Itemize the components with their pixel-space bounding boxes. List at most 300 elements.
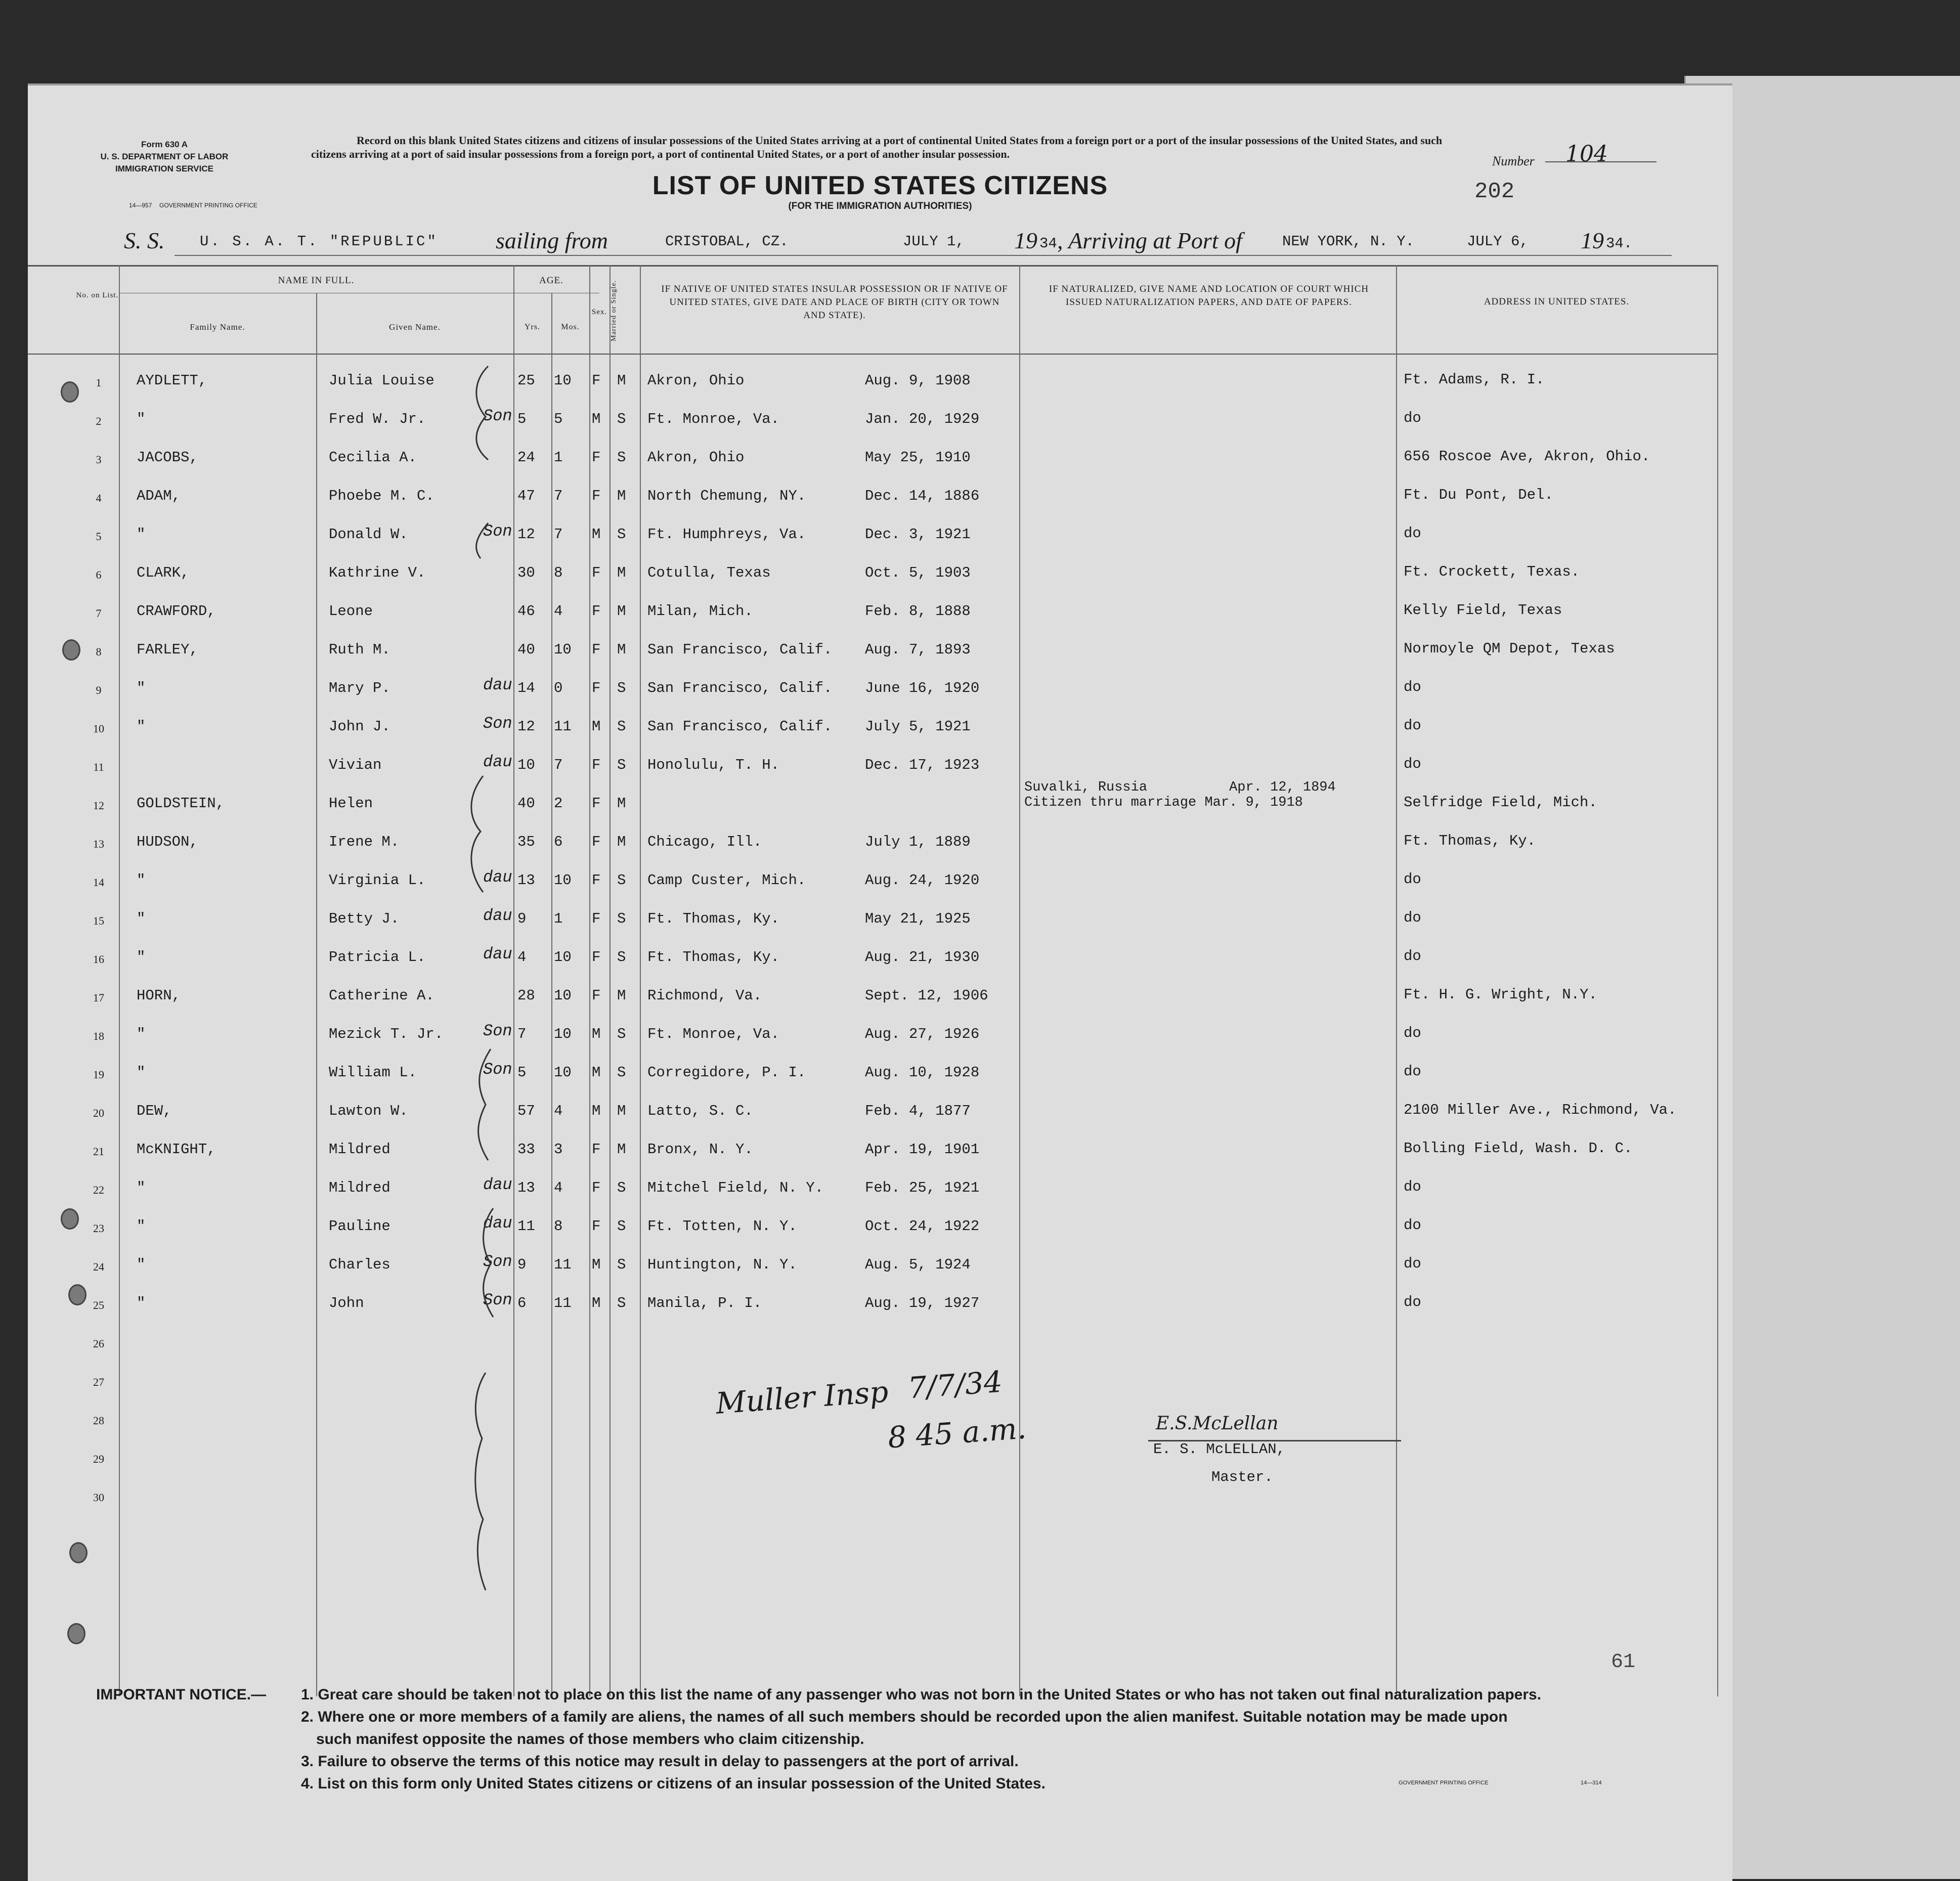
row-number: 26: [93, 1337, 104, 1350]
birth-place: Akron, Ohio: [647, 372, 745, 389]
notice-item-1: 1. Great care should be taken not to place on this list the name of any passenger who was not born in the United States or who has not taken out final naturalization papers.: [301, 1686, 1542, 1703]
birth-date: Aug. 5, 1924: [865, 1256, 971, 1273]
master-signature: E.S.McLellan: [1156, 1413, 1279, 1434]
given-name: John J.: [329, 718, 390, 735]
address: Ft. Adams, R. I.: [1404, 371, 1545, 388]
given-name: Mildred: [329, 1179, 390, 1196]
row-number: 16: [93, 953, 104, 966]
marital-status: S: [617, 1256, 626, 1273]
birth-place: Ft. Totten, N. Y.: [647, 1218, 797, 1235]
inspection-date: 7/7/34: [906, 1364, 1004, 1406]
sail-year-prefix: 19: [1014, 228, 1037, 253]
arrival-date: JULY 6,: [1467, 233, 1529, 250]
notice-item-4: 4. List on this form only United States citizens or citizens of an insular possession of the United States.: [301, 1775, 1046, 1792]
address: Selfridge Field, Mich.: [1404, 794, 1597, 811]
master-name: E. S. McLELLAN,: [1153, 1441, 1286, 1458]
age-months: 10: [554, 1026, 572, 1042]
marital-status: S: [617, 1026, 626, 1042]
marital-status: S: [617, 1295, 626, 1311]
bracket-mark: [478, 1049, 491, 1160]
birth-date: Aug. 10, 1928: [865, 1064, 980, 1081]
sex: M: [592, 411, 601, 427]
birth-date: Oct. 5, 1903: [865, 564, 971, 581]
relationship-note: dau: [483, 1175, 512, 1194]
sex: F: [592, 795, 601, 812]
birth-place: Camp Custer, Mich.: [647, 872, 806, 889]
col-header-mos: Mos.: [561, 323, 580, 331]
age-months: 8: [554, 1218, 563, 1235]
family-name: ": [137, 949, 146, 966]
age-years: 46: [517, 603, 535, 620]
age-months: 4: [554, 1179, 563, 1196]
service: IMMIGRATION SERVICE: [115, 164, 213, 173]
birth-date: Apr. 19, 1901: [865, 1141, 980, 1158]
address: do: [1404, 909, 1421, 926]
row-number: 12: [93, 799, 104, 812]
family-name: ": [137, 526, 146, 543]
age-years: 10: [517, 757, 535, 773]
birth-date: Dec. 3, 1921: [865, 526, 971, 543]
age-months: 3: [554, 1141, 563, 1158]
age-years: 5: [517, 1064, 527, 1081]
manifest-sheet: [28, 83, 1732, 1881]
bracket-mark: [471, 776, 483, 892]
given-name: Charles: [329, 1256, 390, 1273]
voyage-line: [28, 227, 1732, 263]
age-years: 13: [517, 1179, 535, 1196]
row-number: 13: [93, 838, 104, 850]
sex: F: [592, 1179, 601, 1196]
age-years: 30: [517, 564, 535, 581]
birth-date: Dec. 14, 1886: [865, 488, 980, 504]
row-number: 20: [93, 1107, 104, 1119]
punch-hole: [69, 1542, 88, 1563]
birth-place: Latto, S. C.: [647, 1103, 753, 1119]
page-subtitle: (FOR THE IMMIGRATION AUTHORITIES): [788, 201, 972, 211]
sex: F: [592, 987, 601, 1004]
given-name: William L.: [329, 1064, 417, 1081]
col-header-given: Given Name.: [389, 322, 441, 332]
family-name: ": [137, 1218, 146, 1235]
marital-status: M: [617, 641, 626, 658]
birth-place: Ft. Humphreys, Va.: [647, 526, 806, 543]
relationship-note: Son: [483, 407, 512, 425]
sex: F: [592, 757, 601, 773]
marital-status: S: [617, 949, 626, 966]
stamp-number: 202: [1474, 179, 1515, 204]
birth-place: Ft. Monroe, Va.: [647, 1026, 780, 1042]
birth-date: Feb. 25, 1921: [865, 1179, 980, 1196]
age-months: 4: [554, 603, 563, 620]
relationship-note: Son: [483, 1291, 512, 1309]
age-months: 1: [554, 449, 563, 466]
marital-status: S: [617, 526, 626, 543]
address: do: [1404, 1025, 1421, 1041]
family-name: ": [137, 1064, 146, 1081]
sail-year: 34: [1039, 235, 1057, 252]
relationship-note: Son: [483, 522, 512, 541]
bracket-mark: [476, 366, 488, 460]
form-number: Form 630 A: [141, 140, 188, 149]
row-number: 17: [93, 991, 104, 1004]
age-months: 6: [554, 834, 563, 850]
inspection-time: 8 45 a.m.: [886, 1411, 1028, 1455]
family-name: ": [137, 1256, 146, 1273]
relationship-note: Son: [483, 1022, 512, 1040]
marital-status: M: [617, 834, 626, 850]
row-number: 30: [93, 1491, 104, 1504]
row-number: 24: [93, 1260, 104, 1273]
sex: F: [592, 564, 601, 581]
relationship-note: dau: [483, 868, 512, 887]
age-years: 6: [517, 1295, 527, 1311]
sex: M: [592, 1103, 601, 1119]
age-years: 25: [517, 372, 535, 389]
age-months: 4: [554, 1103, 563, 1119]
punch-hole: [62, 639, 80, 661]
notice-item-3: 3. Failure to observe the terms of this notice may result in delay to passengers at the port of arrival.: [301, 1753, 1019, 1770]
given-name: Ruth M.: [329, 641, 390, 658]
col-header-married: Married or Single.: [610, 280, 618, 341]
address: do: [1404, 1294, 1421, 1310]
address: Ft. Crockett, Texas.: [1404, 563, 1580, 580]
birth-date: Jan. 20, 1929: [865, 411, 980, 427]
sex: F: [592, 949, 601, 966]
birth-place: Huntington, N. Y.: [647, 1256, 797, 1273]
given-name: Irene M.: [329, 834, 400, 850]
age-months: 2: [554, 795, 563, 812]
marital-status: S: [617, 1218, 626, 1235]
sex: F: [592, 680, 601, 696]
punch-hole: [61, 1208, 79, 1230]
family-name: ": [137, 680, 146, 696]
age-years: 33: [517, 1141, 535, 1158]
address: do: [1404, 717, 1421, 734]
family-name: ": [137, 411, 146, 427]
age-years: 35: [517, 834, 535, 850]
address: Ft. Du Pont, Del.: [1404, 487, 1553, 503]
notice-label: IMPORTANT NOTICE.—: [96, 1686, 267, 1703]
given-name: Donald W.: [329, 526, 408, 543]
birth-place: San Francisco, Calif.: [647, 718, 833, 735]
age-months: 7: [554, 757, 563, 773]
given-name: Helen: [329, 795, 373, 812]
sex: F: [592, 910, 601, 927]
address: 2100 Miller Ave., Richmond, Va.: [1404, 1102, 1677, 1118]
marital-status: S: [617, 872, 626, 889]
sex: F: [592, 834, 601, 850]
marital-status: M: [617, 564, 626, 581]
ss-label: S. S.: [124, 228, 165, 253]
age-months: 10: [554, 987, 572, 1004]
address: do: [1404, 525, 1421, 542]
notice-item-2-cont: such manifest opposite the names of those members who claim citizenship.: [316, 1731, 864, 1747]
age-months: 7: [554, 488, 563, 504]
family-name: CLARK,: [137, 564, 190, 581]
col-header-birth: IF NATIVE OF UNITED STATES INSULAR POSSESSION OR IF NATIVE OF UNITED STATES, GIVE DATE AND PLACE OF BIRTH (CITY OR TOWN AND STATE).: [661, 284, 1008, 321]
age-months: 5: [554, 411, 563, 427]
address: do: [1404, 948, 1421, 965]
master-title: Master.: [1211, 1469, 1273, 1485]
col-header-yrs: Yrs.: [524, 323, 541, 331]
notice-item-2: 2. Where one or more members of a family are aliens, the names of all such members should be recorded upon the alien manifest. Suitable notation may be made upon: [301, 1709, 1508, 1725]
given-name: Patricia L.: [329, 949, 426, 966]
birth-date: Feb. 4, 1877: [865, 1103, 971, 1119]
family-name: JACOBS,: [137, 449, 198, 466]
relationship-note: dau: [483, 676, 512, 694]
given-name: Cecilia A.: [329, 449, 417, 466]
age-months: 11: [554, 1295, 572, 1311]
age-years: 9: [517, 1256, 527, 1273]
address: do: [1404, 1217, 1421, 1234]
sex: M: [592, 526, 601, 543]
birth-date: Aug. 27, 1926: [865, 1026, 980, 1042]
age-years: 28: [517, 987, 535, 1004]
manifest-table: [28, 265, 1717, 1696]
family-name: ": [137, 1179, 146, 1196]
age-years: 7: [517, 1026, 527, 1042]
row-number: 28: [93, 1414, 104, 1427]
row-number: 1: [96, 376, 102, 389]
col-header-naturalized: IF NATURALIZED, GIVE NAME AND LOCATION OF COURT WHICH ISSUED NATURALIZATION PAPERS, AND DATE OF PAPERS.: [1049, 284, 1369, 308]
given-name: Pauline: [329, 1218, 390, 1235]
family-name: ": [137, 718, 146, 735]
family-name: GOLDSTEIN,: [137, 795, 225, 812]
relationship-note: dau: [483, 1214, 512, 1233]
address: do: [1404, 756, 1421, 772]
relationship-note: dau: [483, 906, 512, 925]
age-years: 24: [517, 449, 535, 466]
sex: F: [592, 372, 601, 389]
annotation-marks: [28, 265, 1717, 1696]
family-name: HORN,: [137, 987, 181, 1004]
birth-place: Honolulu, T. H.: [647, 757, 780, 773]
col-header-family: Family Name.: [190, 322, 245, 332]
age-months: 1: [554, 910, 563, 927]
age-months: 11: [554, 718, 572, 735]
sex: F: [592, 872, 601, 889]
birth-date: May 21, 1925: [865, 910, 971, 927]
sex: F: [592, 449, 601, 466]
given-name: Fred W. Jr.: [329, 411, 426, 427]
birth-date: Aug. 7, 1893: [865, 641, 971, 658]
address: do: [1404, 1063, 1421, 1080]
row-number: 7: [96, 607, 102, 620]
sex: M: [592, 1064, 601, 1081]
sex: F: [592, 603, 601, 620]
given-name: Phoebe M. C.: [329, 488, 434, 504]
sail-date: JULY 1,: [903, 233, 965, 250]
voyage-underline: [175, 255, 1672, 256]
page-title: LIST OF UNITED STATES CITIZENS: [652, 171, 1108, 200]
bracket-mark: [484, 1208, 493, 1317]
birth-place: Ft. Thomas, Ky.: [647, 910, 780, 927]
family-name: ": [137, 1295, 146, 1311]
address: Ft. Thomas, Ky.: [1404, 833, 1536, 849]
row-number: 9: [96, 684, 102, 696]
birth-date: Sept. 12, 1906: [865, 987, 988, 1004]
birth-place: San Francisco, Calif.: [647, 680, 833, 696]
age-years: 57: [517, 1103, 535, 1119]
family-name: ": [137, 910, 146, 927]
marital-status: S: [617, 449, 626, 466]
birth-date: Dec. 17, 1923: [865, 757, 980, 773]
punch-hole: [68, 1284, 86, 1305]
marital-status: S: [617, 910, 626, 927]
age-years: 12: [517, 526, 535, 543]
sex: M: [592, 1026, 601, 1042]
gpo-small: GOVERNMENT PRINTING OFFICE: [159, 202, 257, 209]
row-number: 6: [96, 568, 102, 581]
marital-status: S: [617, 1179, 626, 1196]
age-years: 12: [517, 718, 535, 735]
naturalization: Suvalki, Russia Apr. 12, 1894 Citizen thru marriage Mar. 9, 1918: [1024, 780, 1336, 810]
number-label: Number: [1492, 154, 1535, 168]
birth-place: Ft. Thomas, Ky.: [647, 949, 780, 966]
family-name: AYDLETT,: [137, 372, 207, 389]
department: U. S. DEPARTMENT OF LABOR: [100, 152, 229, 161]
given-name: John: [329, 1295, 364, 1311]
given-name: Julia Louise: [329, 372, 434, 389]
age-months: 8: [554, 564, 563, 581]
given-name: Vivian: [329, 757, 382, 773]
marital-status: M: [617, 1103, 626, 1119]
age-years: 14: [517, 680, 535, 696]
col-divider: [1717, 265, 1718, 1696]
marital-status: M: [617, 372, 626, 389]
birth-place: Milan, Mich.: [647, 603, 753, 620]
birth-date: Feb. 8, 1888: [865, 603, 971, 620]
marital-status: S: [617, 718, 626, 735]
address: do: [1404, 410, 1421, 426]
family-name: McKNIGHT,: [137, 1141, 216, 1158]
family-name: DEW,: [137, 1103, 172, 1119]
form-id-block: [89, 139, 240, 175]
family-name: ": [137, 872, 146, 889]
marital-status: S: [617, 411, 626, 427]
col-header-age: AGE.: [539, 275, 563, 286]
number-value: 104: [1565, 141, 1608, 167]
given-name: Mildred: [329, 1141, 390, 1158]
row-number: 11: [93, 761, 104, 773]
arriving-label: , Arriving at Port of: [1057, 228, 1242, 253]
ship-name: U. S. A. T. "REPUBLIC": [200, 233, 438, 250]
age-years: 4: [517, 949, 527, 966]
given-name: Leone: [329, 603, 373, 620]
row-number: 2: [96, 415, 102, 427]
age-years: 9: [517, 910, 527, 927]
age-months: 7: [554, 526, 563, 543]
from-port: CRISTOBAL, CZ.: [665, 233, 789, 250]
birth-place: Mitchel Field, N. Y.: [647, 1179, 824, 1196]
birth-date: May 25, 1910: [865, 449, 971, 466]
marital-status: M: [617, 795, 626, 812]
birth-place: San Francisco, Calif.: [647, 641, 833, 658]
arrival-year-prefix: 19: [1581, 228, 1604, 253]
punch-hole: [67, 1623, 85, 1644]
col-header-sex: Sex.: [591, 308, 607, 316]
arrival-year: 34.: [1606, 235, 1633, 252]
address: Normoyle QM Depot, Texas: [1404, 640, 1615, 657]
row-number: 21: [93, 1145, 104, 1158]
row-number: 25: [93, 1299, 104, 1311]
marital-status: M: [617, 987, 626, 1004]
row-number: 14: [93, 876, 104, 889]
marital-status: M: [617, 603, 626, 620]
row-number: 4: [96, 492, 102, 504]
sex: M: [592, 718, 601, 735]
sex: F: [592, 641, 601, 658]
birth-date: July 5, 1921: [865, 718, 971, 735]
address: do: [1404, 679, 1421, 695]
address: Bolling Field, Wash. D. C.: [1404, 1140, 1633, 1157]
age-months: 10: [554, 641, 572, 658]
birth-date: Oct. 24, 1922: [865, 1218, 980, 1235]
family-name: ADAM,: [137, 488, 181, 504]
birth-place: North Chemung, NY.: [647, 488, 806, 504]
sex: M: [592, 1295, 601, 1311]
marital-status: S: [617, 757, 626, 773]
row-number: 19: [93, 1068, 104, 1081]
family-name: HUDSON,: [137, 834, 198, 850]
given-name: Lawton W.: [329, 1103, 408, 1119]
row-number: 22: [93, 1184, 104, 1196]
sex: F: [592, 1218, 601, 1235]
footer-code: 14—314: [1581, 1780, 1602, 1786]
address: Kelly Field, Texas: [1404, 602, 1562, 619]
sex: M: [592, 1256, 601, 1273]
col-header-address: ADDRESS IN UNITED STATES.: [1484, 296, 1630, 307]
inspector-signature: Muller Insp: [715, 1374, 890, 1421]
age-years: 40: [517, 795, 535, 812]
birth-date: Aug. 9, 1908: [865, 372, 971, 389]
address: do: [1404, 1255, 1421, 1272]
birth-place: Bronx, N. Y.: [647, 1141, 753, 1158]
birth-date: Aug. 24, 1920: [865, 872, 980, 889]
relationship-note: dau: [483, 945, 512, 964]
birth-date: July 1, 1889: [865, 834, 971, 850]
age-years: 40: [517, 641, 535, 658]
row-number: 3: [96, 453, 102, 466]
given-name: Virginia L.: [329, 872, 426, 889]
age-months: 10: [554, 372, 572, 389]
row-number: 8: [96, 645, 102, 658]
given-name: Mary P.: [329, 680, 390, 696]
record-instructions: Record on this blank United States citizens and citizens of insular possessions of the United States arriving at a port of continental United States from a foreign port or a port of the insular possessions of the United States, and such citizens arriving at a port of said insular possessions from a foreign port, a port of continental United States, or a port of another insular possession.: [311, 134, 1443, 160]
punch-hole: [61, 381, 79, 403]
sex: F: [592, 1141, 601, 1158]
age-years: 5: [517, 411, 527, 427]
bracket-mark: [476, 523, 488, 558]
birth-date: June 16, 1920: [865, 680, 980, 696]
age-months: 0: [554, 680, 563, 696]
family-name: FARLEY,: [137, 641, 198, 658]
row-number: 23: [93, 1222, 104, 1235]
birth-date: Aug. 21, 1930: [865, 949, 980, 966]
birth-place: Chicago, Ill.: [647, 834, 762, 850]
given-name: Mezick T. Jr.: [329, 1026, 444, 1042]
row-number: 18: [93, 1030, 104, 1042]
row-number: 29: [93, 1453, 104, 1465]
marital-status: S: [617, 1064, 626, 1081]
age-years: 13: [517, 872, 535, 889]
page-number: 61: [1611, 1651, 1636, 1674]
print-code: 14—957: [129, 202, 152, 209]
relationship-note: Son: [483, 714, 512, 733]
row-number: 27: [93, 1376, 104, 1388]
sailing-label: sailing from: [496, 228, 608, 253]
age-years: 47: [517, 488, 535, 504]
